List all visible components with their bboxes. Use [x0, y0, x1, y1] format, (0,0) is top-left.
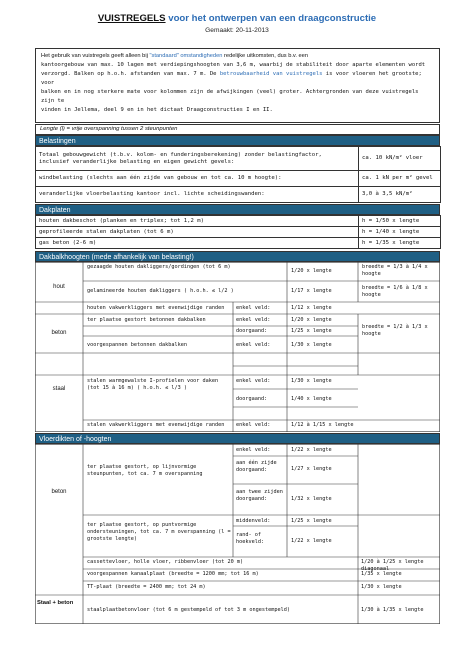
table-dakplaten	[35, 215, 441, 249]
dakbalk-row-1-ratio: breedte = 1/3 à 1/4 x hoogte	[362, 264, 428, 277]
intro-box	[35, 48, 440, 123]
dakbalk-row-4-key-1: enkel veld:	[236, 317, 271, 323]
group-label-beton: beton	[51, 489, 67, 495]
row-label: windbelasting (slechts aan één zijde van gebouw en tot ca. 10 m hoogte):	[36, 171, 359, 187]
vloer-row-2-value-1: 1/25 x lengte	[291, 518, 332, 524]
row-value: ca. 10 kN/m² vloer	[359, 147, 441, 171]
dakbalk-row-6-value-2: 1/40 x lengte	[291, 396, 332, 402]
intro-line-5: vinden in Jellema, deel 9 en in het dictaat Draagconstructies I en II.	[41, 107, 273, 114]
vloer-row-2-value-2: 1/22 x lengte	[291, 538, 332, 544]
dakbalk-row-3-key: enkel veld:	[236, 305, 271, 311]
group-label-hout: hout	[53, 284, 65, 290]
table-row	[36, 147, 441, 171]
length-note: Lengte (l) = vrije overspanning tussen 2 steunpunten	[35, 124, 440, 135]
title-bold: VUISTREGELS	[97, 13, 166, 24]
vloer-row-2-label: ter plaatse gestort, op puntvormige ondersteuningen, tot ca. 7 m overspanning (l = grootste lengte)	[87, 522, 231, 542]
dakbalk-row-6-label: stalen warmgewalste I-profielen voor daken (tot 15 à 16 m) ( h.o.h. ≤ l/3 )	[87, 378, 219, 391]
row-value: h = 1/50 x lengte	[359, 216, 441, 227]
dakbalk-row-3-value: 1/12 x lengte	[291, 305, 332, 311]
dakbalk-row-6-value-1: 1/30 x lengte	[291, 378, 332, 384]
intro-text: is voor vloeren het grootste; voor	[41, 71, 422, 87]
section-vloerdikten: Vloerdikten of -hoogten	[35, 433, 440, 444]
vloer-row-3-label: cassettevloer, holle vloer, ribbenvloer (tot 20 m)	[87, 559, 244, 565]
intro-highlight: "standaard" omstandigheden	[149, 53, 223, 59]
row-label: geprofileerde stalen dakplaten (tot 6 m)	[36, 227, 359, 238]
vloer-row-1-label: ter plaatse gestort, op lijnvormige steunpunten, tot ca. 7 m overspanning	[87, 464, 203, 477]
vloer-row-1-value-3: 1/32 x lengte	[291, 496, 332, 502]
intro-highlight: betrouwbaarheid van vuistregels	[219, 71, 323, 78]
dakbalk-row-7-value: 1/12 à 1/15 x lengte	[291, 422, 354, 428]
dakbalk-row-5-value: 1/30 x lengte	[291, 342, 332, 348]
dakbalk-row-1-label: gezaagde houten dakliggers/gordingen (tot 6 m)	[87, 264, 231, 270]
intro-text: verzorgd. Balken op h.o.h. afstanden van max. 7 m. De	[41, 71, 220, 78]
group-label-staal-beton: Staal + beton	[37, 600, 74, 606]
row-value: h = 1/40 x lengte	[359, 227, 441, 238]
vloer-row-3-value: 1/20 à 1/25 x lengte diagonaal	[361, 559, 424, 572]
vloer-row-5-value: 1/30 x lengte	[361, 584, 402, 590]
table-row	[36, 238, 441, 249]
vloer-row-1-key-1: enkel veld:	[236, 447, 271, 453]
intro-line-4: balken en in nog sterkere mate voor kolommen zijn de afwijkingen (veel) groter. Achtergronden van deze vuistregels zijn te	[41, 89, 419, 105]
dakbalk-row-5-label: voorgespannen betonnen dakbalken	[87, 342, 187, 348]
dakbalk-row-6-key-2: doorgaand:	[236, 396, 268, 402]
dakbalk-row-7-label: stalen vakwerkliggers met evenwijdige randen	[87, 422, 225, 428]
table-belastingen	[35, 146, 441, 203]
table-row	[36, 187, 441, 203]
vloer-row-1-value-2: 1/27 x lengte	[291, 466, 332, 472]
group-label-beton: beton	[51, 330, 67, 336]
vloer-row-4-value: 1/35 x lengte	[361, 571, 402, 577]
row-value: 3,0 à 3,5 kN/m²	[359, 187, 441, 203]
vloer-row-4-label: voorgespannen kanaalplaat (breedte = 1200 mm; tot 16 m)	[87, 571, 259, 577]
section-dakbalkhoogten: Dakbalkhoogten (mede afhankelijk van belasting!)	[35, 251, 440, 262]
row-label: houten dakbeschot (planken en triplex; tot 1,2 m)	[36, 216, 359, 227]
vloer-row-2-key-1: middenveld:	[236, 518, 271, 524]
dakbalk-row-5-key: enkel veld:	[236, 342, 271, 348]
dakbalk-text	[35, 262, 440, 432]
vloer-row-1-key-2: aan één zijde doorgaand:	[236, 460, 277, 473]
dakbalk-row-4-ratio: breedte = 1/2 à 1/3 x hoogte	[362, 324, 428, 337]
dakbalk-row-4-value-1: 1/20 x lengte	[291, 317, 332, 323]
date-made: Gemaakt: 20-11-2013	[205, 27, 269, 34]
intro-line-1	[41, 52, 434, 61]
vloer-row-2-key-2: rand- of hoekveld:	[236, 532, 265, 545]
row-label: gas beton (2-6 m)	[36, 238, 359, 249]
row-value: h = 1/35 x lengte	[359, 238, 441, 249]
dakbalk-row-4-key-2: doorgaand:	[236, 328, 268, 334]
vloer-row-5-label: TT-plaat (breedte = 2400 mm; tot 24 m)	[87, 584, 206, 590]
dakbalk-row-1-value: 1/20 x lengte	[291, 268, 332, 274]
dakbalk-row-3-label: houten vakwerkliggers met evenwijdige randen	[87, 305, 225, 311]
dakbalk-row-6-key-1: enkel veld:	[236, 378, 271, 384]
intro-text: Het gebruik van vuistregels geeft alleen bij	[41, 53, 150, 59]
dakbalk-row-2-label: gelamineerde houten dakliggers ( h.o.h. ≤ l/2 )	[87, 288, 234, 294]
vloer-row-1-key-3: aan twee zijden doorgaand:	[236, 489, 283, 502]
dakbalk-row-4-label: ter plaatse gestort betonnen dakbalken	[87, 317, 206, 323]
table-row	[36, 227, 441, 238]
intro-line-3	[41, 70, 434, 88]
intro-text: redelijke uitkomsten, dus b.v. een	[222, 53, 309, 59]
page-title	[0, 13, 474, 24]
group-label-staal: staal	[52, 386, 66, 392]
table-row	[36, 216, 441, 227]
vloer-row-6-value: 1/30 à 1/35 x lengte	[361, 607, 424, 613]
row-value: ca. 1 kN per m² gevel	[359, 171, 441, 187]
vloer-row-6-label: staalplaatbetonvloer (tot 6 m gestempeld of tot 3 m ongestempeld)	[87, 607, 291, 613]
row-label: veranderlijke vloerbelasting kantoor incl. lichte scheidingswanden:	[36, 187, 359, 203]
section-dakplaten: Dakplaten	[35, 204, 440, 215]
row-label: Totaal gebouwgewicht (t.b.v. kolom- en funderingsberekening) zonder belastingfactor, inclusief veranderlijke belasting en eigen gewicht gevels:	[36, 147, 359, 171]
dakbalk-row-4-value-2: 1/25 x lengte	[291, 328, 332, 334]
dakbalk-row-2-ratio: breedte = 1/6 à 1/8 x hoogte	[362, 285, 428, 298]
intro-line-2: kantoorgebouw van max. 10 lagen met verdiepingshoogten van 3,6 m, waarbij de stabiliteit door aparte elementen wordt	[41, 62, 426, 69]
title-rest: voor het ontwerpen van een draagconstructie	[165, 13, 377, 24]
dakbalk-row-7-key: enkel veld:	[236, 422, 271, 428]
table-row	[36, 171, 441, 187]
vloer-text	[35, 444, 440, 624]
vloer-row-1-value-1: 1/22 x lengte	[291, 447, 332, 453]
dakbalk-row-2-value: 1/17 x lengte	[291, 288, 332, 294]
section-belastingen: Belastingen	[35, 135, 440, 146]
